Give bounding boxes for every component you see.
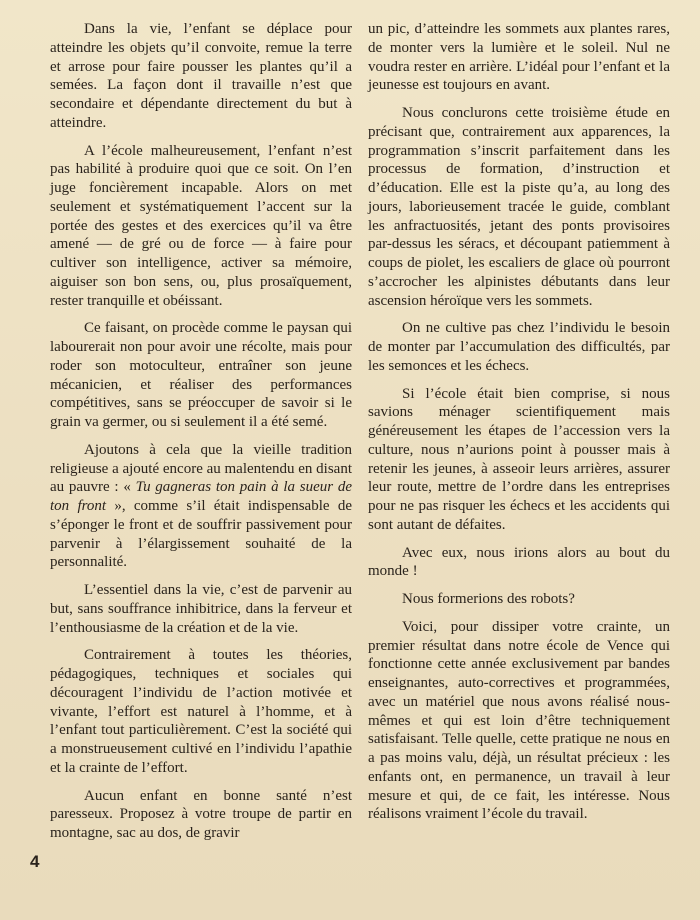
paragraph: Nous formerions des robots?: [402, 591, 575, 607]
paragraph: Contrairement à toutes les théories, pédagogiques, techniques et sociales qui découragent l’individu de l’action motivée et vivante, l’effort est naturel à l’homme, et à l’enfant tout particulièrement. C’est la société qui a monstrueusement cultivé en l’individu l’apathie et la crainte de l’effort.: [50, 647, 352, 776]
paragraph: On ne cultive pas chez l’individu le besoin de monter par l’accumulation des difficultés, par les semonces et les échecs.: [368, 320, 670, 374]
quote-lead-in: Ajoutons à cela que la vieille tradition religieuse a ajouté encore au malentendu en disant au pauvre : «: [50, 441, 352, 496]
paragraph: L’essentiel dans la vie, c’est de parvenir au but, sans souffrance inhibitrice, dans la ferveur et l’enthousiasme de la création et de la vie.: [50, 582, 352, 636]
paragraph: A l’école malheureusement, l’enfant n’est pas habilité à produire quoi que ce soit. On l’en juge foncièrement incapable. Alors on met seulement et systématiquement l’accent sur la portée des gestes et des exercices qu’il va être amené — de gré ou de force — à faire pour cultiver son intelligence, activer sa mémoire, aiguiser son bon sens, ou, plus prosaïquement, rester tranquille et obéissant.: [50, 142, 352, 309]
paragraph: Ce faisant, on procède comme le paysan qui labourerait non pour avoir une récolte, mais pour roder son motoculteur, entraîner son jeune mécanicien, et réaliser des performances compétitives, sans se préoccuper de savoir si le grain va germer, ou si seulement il a été semé.: [50, 320, 352, 430]
paragraph: Nous conclurons cette troisième étude en précisant que, contrairement aux apparences, la programmation s’inscrit parfaitement dans les processus de formation, d’instruction et d’éducation. Elle est la piste qu’a, au long des jours, laborieusement tracée le guide, comblant les anfractuosités, jetant des ponts provisoires par-dessus les séracs, et découpant patiemment à coups de piolet, les escaliers de glace où pourront s’accrocher les alpinistes débutants dans leur ascension héroïque vers les sommets.: [368, 105, 670, 309]
paragraph-continuation: un pic, d’atteindre les sommets aux plantes rares, de monter vers la lumière et le soleil. Nul ne voudra rester en arrière. L’idéal pour l’enfant et la jeunesse est toujours en avant.: [368, 21, 670, 94]
paragraph: Aucun enfant en bonne santé n’est paresseux. Proposez à votre troupe de partir en montagne, sac au dos, de gravir: [50, 787, 352, 841]
paragraph: Si l’école était bien comprise, si nous savions ménager scientifiquement mais généreusement les étapes de l’accession vers la culture, nous n’aurions point à pousser mais à retenir les jeunes, à asseoir leurs arrières, assurer leur route, mettre de l’ordre dans les entreprises pour ne pas risquer les échecs et les accidents qui sont autant de défaites.: [368, 385, 670, 533]
paragraph: Voici, pour dissiper votre crainte, un premier résultat dans notre école de Vence qui fonctionne cette année exclusivement par bandes enseignantes, auto-correctives et programmées, avec un matériel que nous avons réalisé nous-mêmes et qui est loin d’être techniquement satisfaisant. Telle quelle, cette pratique ne nous en a pas moins valu, déjà, un résultat précieux : les enfants ont, en permanence, un travail à leur mesure et qui, de ce fait, les intéresse. Nous réalisons vraiment l’école du travail.: [368, 618, 670, 823]
paragraph-with-quote: [50, 441, 352, 572]
paragraph: Dans la vie, l’enfant se déplace pour atteindre les objets qu’il convoite, remue la terre et arrose pour faire pousser les plantes qu’il a semées. La façon dont il travaille n’est que secondaire et dépendante directement du but à atteindre.: [50, 21, 352, 131]
biblical-quote: Tu gagneras ton pain à la sueur de ton front: [50, 479, 353, 514]
paragraph: Avec eux, nous irions alors au bout du monde !: [368, 544, 670, 580]
right-column: [368, 20, 670, 833]
left-column: [50, 20, 352, 852]
quote-follow-up: », comme s’il était indispensable de s’éponger le front et de souffrir passivement pour parvenir à l’élargissement souhaité de la personnalité.: [50, 498, 352, 571]
page-number: 4: [30, 852, 40, 871]
